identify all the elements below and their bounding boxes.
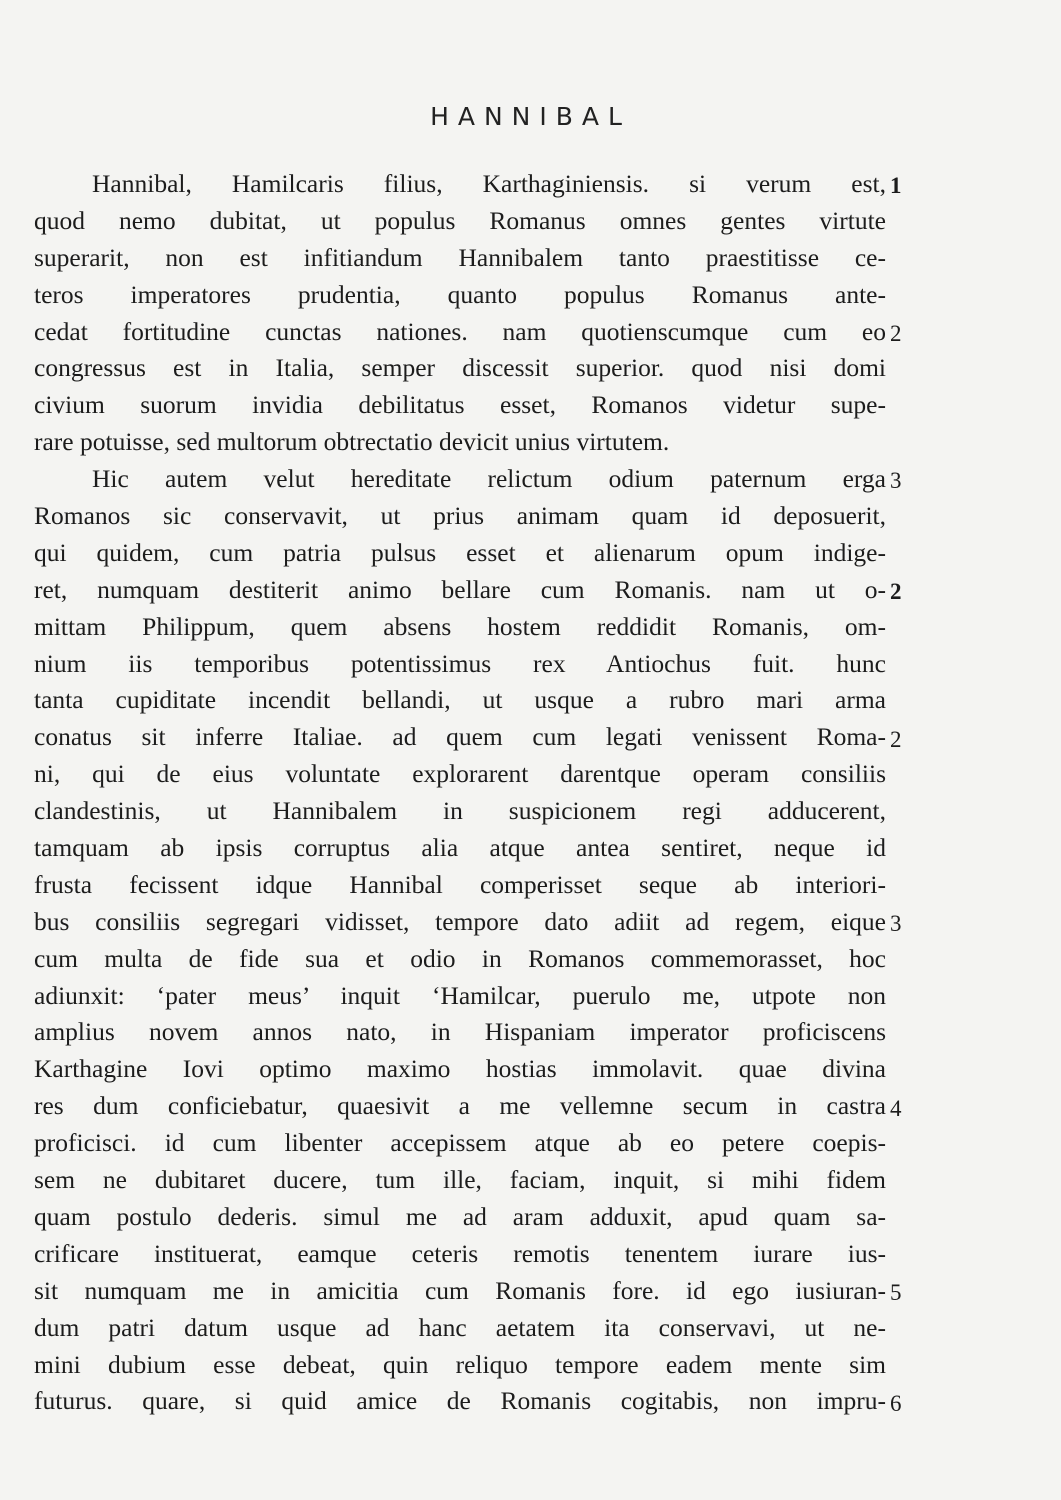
- text-line: cedat fortitudine cunctas nationes. nam quotienscumque cum eo: [34, 316, 886, 346]
- text-line: frusta fecissent idque Hannibal comperisset seque ab interiori-: [34, 869, 886, 899]
- text-line: mittam Philippum, quem absens hostem reddidit Romanis, om-: [34, 611, 886, 641]
- text-line: teros imperatores prudentia, quanto populus Romanus ante-: [34, 279, 886, 309]
- text-line: rare potuisse, sed multorum obtrectatio devicit unius virtutem.: [34, 427, 670, 457]
- text-line: crificare instituerat, eamque ceteris remotis tenentem iurare ius-: [34, 1238, 886, 1268]
- text-line: tamquam ab ipsis corruptus alia atque antea sentiret, neque id: [34, 833, 886, 863]
- text-line: quod nemo dubitat, ut populus Romanus omnes gentes virtute: [34, 205, 886, 235]
- text-line: amplius novem annos nato, in Hispaniam imperator proficiscens: [34, 1017, 886, 1047]
- text-line: mini dubium esse debeat, quin reliquo tempore eadem mente sim: [34, 1349, 886, 1379]
- text-line: bus consiliis segregari vidisset, tempore dato adiit ad regem, eique: [34, 906, 886, 936]
- text-line: congressus est in Italia, semper discessit superior. quod nisi domi: [34, 353, 886, 383]
- text-line: dum patri datum usque ad hanc aetatem ita conservavi, ut ne-: [34, 1312, 886, 1342]
- section-number: 1: [890, 173, 902, 198]
- text-line: nium iis temporibus potentissimus rex Antiochus fuit. hunc: [34, 648, 886, 678]
- text-line: res dum conficiebatur, quaesivit a me vellemne secum in castra: [34, 1091, 886, 1121]
- text-line: tanta cupiditate incendit bellandi, ut usque a rubro mari arma: [34, 685, 886, 715]
- text-line: Romanos sic conservavit, ut prius animam quam id deposuerit,: [34, 501, 886, 531]
- text-line: sit numquam me in amicitia cum Romanis fore. id ego iusiuran-: [34, 1275, 886, 1305]
- text-line: Hannibal, Hamilcaris filius, Karthaginiensis. si verum est,: [92, 169, 886, 198]
- text-line: Hic autem velut hereditate relictum odium paternum erga: [92, 464, 886, 494]
- text-line: ni, qui de eius voluntate explorarent darentque operam consiliis: [34, 759, 886, 789]
- text-line: superarit, non est infitiandum Hannibalem tanto praestitisse ce-: [34, 242, 886, 272]
- section-number: 5: [890, 1280, 902, 1305]
- page-title: HANNIBAL: [430, 102, 631, 131]
- text-line: futurus. quare, si quid amice de Romanis cogitabis, non impru-: [34, 1386, 886, 1416]
- section-number: 2: [890, 726, 902, 752]
- text-line: cum multa de fide sua et odio in Romanos commemorasset, hoc: [34, 943, 886, 973]
- text-line: quam postulo dederis. simul me ad aram adduxit, apud quam sa-: [34, 1201, 886, 1231]
- text-line: conatus sit inferre Italiae. ad quem cum legati venissent Roma-: [34, 722, 886, 752]
- section-number: 3: [890, 911, 902, 936]
- section-number: 2: [890, 320, 902, 346]
- text-line: ret, numquam destiterit animo bellare cum Romanis. nam ut o-: [34, 574, 886, 604]
- text-line: qui quidem, cum patria pulsus esset et alienarum opum indige-: [34, 537, 886, 567]
- text-line: clandestinis, ut Hannibalem in suspicionem regi adducerent,: [34, 796, 886, 826]
- section-number: 4: [890, 1095, 902, 1121]
- section-number: 6: [890, 1390, 902, 1416]
- section-number: 2: [890, 578, 902, 604]
- text-line: proficisci. id cum libenter accepissem atque ab eo petere coepis-: [34, 1128, 886, 1158]
- text-line: Karthagine Iovi optimo maximo hostias immolavit. quae divina: [34, 1054, 886, 1084]
- body-text: [34, 166, 886, 1420]
- text-line: adiunxit: ‘pater meus’ inquit ‘Hamilcar, puerulo me, utpote non: [34, 980, 886, 1010]
- section-number: 3: [890, 468, 902, 494]
- text-line: sem ne dubitaret ducere, tum ille, faciam, inquit, si mihi fidem: [34, 1165, 886, 1195]
- text-line: civium suorum invidia debilitatus esset, Romanos videtur supe-: [34, 390, 886, 420]
